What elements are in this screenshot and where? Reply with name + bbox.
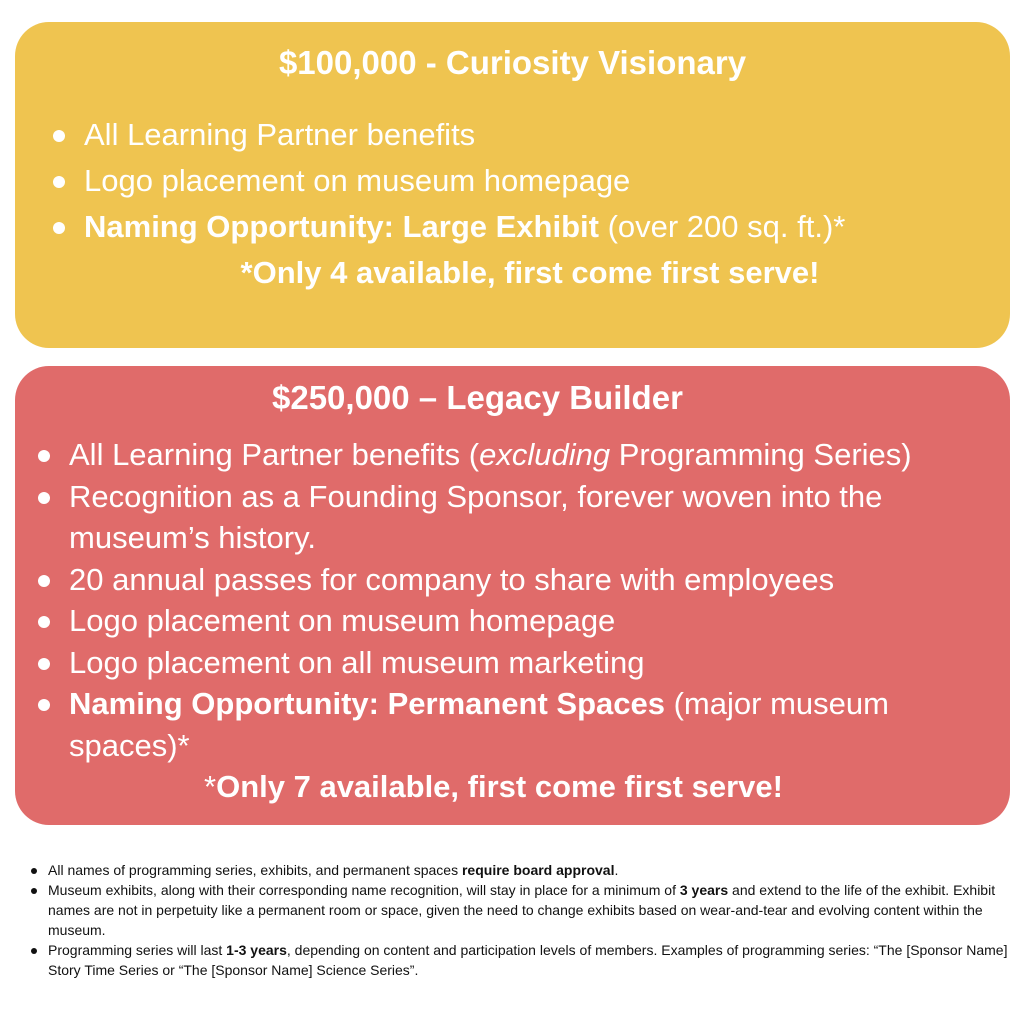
footnote-text: All names of programming series, exhibits, and permanent spaces: [48, 862, 462, 878]
benefit-text: Programming Series): [610, 437, 912, 472]
benefit-item: [33, 600, 960, 642]
footnote-text: and extend to the life of the exhibit. Exhibit names are not in perpetuity like a permanent room or space, given the need to change exhibits based on wear-and-tear and evolving content within the museum.: [48, 882, 996, 938]
benefit-text: 20 annual passes for company to share with employees: [69, 561, 835, 597]
note-text: Only 7 available, first come first serve!: [216, 769, 783, 804]
bullet-icon: [38, 492, 50, 504]
bullet-icon: [31, 868, 37, 874]
footnote-text-bold: 1-3 years: [226, 942, 287, 958]
benefit-text: Logo placement on all museum marketing: [69, 644, 645, 680]
bullet-icon: [38, 575, 50, 587]
benefit-list: [33, 434, 960, 766]
tier-card-legacy-builder: [15, 366, 1010, 825]
footnote-text: , depending on content and participation levels of members. Examples of programming series: “The [Sponsor Name] Story Time Series or “The [Sponsor Name] Science Series”.: [48, 942, 1008, 978]
footnote-text-bold: require board approval: [461, 862, 615, 878]
benefit-list: [48, 112, 990, 250]
benefit-item: [48, 158, 990, 204]
bullet-icon: [31, 888, 37, 894]
note-asterisk: *: [204, 769, 217, 804]
availability-note: [15, 767, 1010, 807]
benefit-text: Logo placement on museum homepage: [69, 603, 616, 638]
benefit-item: [48, 112, 990, 158]
benefit-item: [33, 642, 960, 684]
benefit-text: Logo placement on museum homepage: [84, 163, 631, 198]
tier-title: $100,000 - Curiosity Visionary: [278, 44, 747, 81]
bullet-icon: [38, 616, 50, 628]
footnote-text-bold: 3 years: [679, 882, 729, 898]
bullet-icon: [38, 450, 50, 462]
benefit-item: [33, 434, 960, 476]
benefit-item: [48, 204, 990, 250]
footnote-text: .: [614, 862, 619, 878]
bullet-icon: [38, 658, 50, 670]
tier-card-curiosity-visionary: [15, 22, 1010, 348]
footnote-text: Museum exhibits, along with their corresponding name recognition, will stay in place for a minimum of: [48, 882, 680, 898]
benefit-item: [33, 683, 960, 766]
benefit-text: Recognition as a Founding Sponsor, forever woven into the museum’s history.: [69, 478, 883, 555]
benefit-text-italic: excluding: [479, 437, 611, 472]
benefit-text-bold: Naming Opportunity: Permanent Spaces: [69, 686, 665, 721]
footnote-text: Programming series will last: [48, 942, 227, 958]
footnote-item: [28, 940, 1008, 980]
tier-title: $250,000 – Legacy Builder: [272, 379, 683, 416]
bullet-icon: [53, 130, 65, 142]
benefit-text: All Learning Partner benefits (: [69, 437, 480, 472]
benefit-text: (major museum spaces)*: [69, 686, 889, 763]
benefit-text-bold: Naming Opportunity: Large Exhibit: [84, 209, 599, 244]
availability-note: *Only 4 available, first come first serve!: [240, 255, 820, 290]
benefit-item: [33, 559, 960, 601]
bullet-icon: [31, 948, 37, 954]
bullet-icon: [38, 699, 50, 711]
benefit-text: (over 200 sq. ft.)*: [598, 209, 846, 244]
footnote-list: [28, 860, 1008, 980]
benefit-text: All Learning Partner benefits: [84, 117, 476, 152]
footnote-item: [28, 880, 1008, 940]
footnote-item: [28, 860, 1008, 880]
bullet-icon: [53, 222, 65, 234]
benefit-item: [33, 476, 960, 559]
bullet-icon: [53, 176, 65, 188]
